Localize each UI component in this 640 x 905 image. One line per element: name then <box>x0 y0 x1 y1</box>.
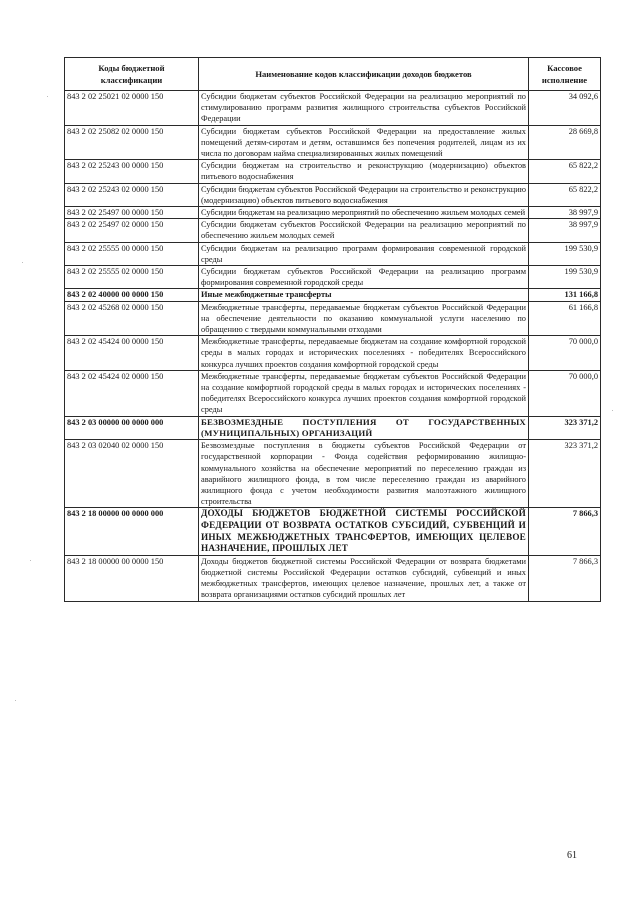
row-name: Межбюджетные трансферты, передаваемые бюджетам субъектов Российской Федерации на обеспечение деятельности по оказанию коммунальной услуги населению по обращению с твердыми коммунальными отходами <box>199 301 529 336</box>
row-name: Субсидии бюджетам на реализацию мероприятий по обеспечению жильем молодых семей <box>199 207 529 219</box>
table-row <box>65 508 601 555</box>
table-row <box>65 336 601 371</box>
row-name: Субсидии бюджетам на реализацию программ формирования современной городской среды <box>199 242 529 265</box>
row-amount: 38 997,9 <box>529 207 601 219</box>
header-amount: Кассовое исполнение <box>529 58 601 91</box>
row-name: Субсидии бюджетам субъектов Российской Федерации на реализацию мероприятий по обеспечению жильем молодых семей <box>199 219 529 242</box>
row-code: 843 2 02 40000 00 0000 150 <box>65 289 199 301</box>
scan-speck <box>15 700 16 701</box>
row-amount: 199 530,9 <box>529 266 601 289</box>
row-name: Доходы бюджетов бюджетной системы Российской Федерации от возврата бюджетами бюджетной системы Российской Федерации остатков субсидий, субвенций и иных межбюджетных трансфертов, имеющих целевое назначение, прошлых лет, а также от возврата организациями остатков субсидий прошлых лет <box>199 555 529 601</box>
row-code: 843 2 02 25497 02 0000 150 <box>65 219 199 242</box>
row-code: 843 2 02 25555 02 0000 150 <box>65 266 199 289</box>
table-row <box>65 125 601 160</box>
row-name: ДОХОДЫ БЮДЖЕТОВ БЮДЖЕТНОЙ СИСТЕМЫ РОССИЙСКОЙ ФЕДЕРАЦИИ ОТ ВОЗВРАТА ОСТАТКОВ СУБСИДИЙ, СУБВЕНЦИЙ И ИНЫХ МЕЖБЮДЖЕТНЫХ ТРАНСФЕРТОВ, ИМЕЮЩИХ ЦЕЛЕВОЕ НАЗНАЧЕНИЕ, ПРОШЛЫХ ЛЕТ <box>199 508 529 555</box>
row-amount: 131 166,8 <box>529 289 601 301</box>
row-amount: 70 000,0 <box>529 336 601 371</box>
row-amount: 61 166,8 <box>529 301 601 336</box>
table-row <box>65 242 601 265</box>
row-name: Безвозмездные поступления в бюджеты субъектов Российской Федерации от государственной корпорации - Фонда содействия реформированию жилищно-коммунального хозяйства на обеспечение мероприятий по переселению граждан из аварийного жилищного фонда, в том числе переселению граждан из аварийного жилищного фонда с учетом необходимости развития малоэтажного жилищного строительства <box>199 440 529 508</box>
scan-speck <box>47 96 48 97</box>
table-row <box>65 289 601 301</box>
row-amount: 65 822,2 <box>529 183 601 206</box>
row-name: Субсидии бюджетам субъектов Российской Федерации на строительство и реконструкцию (модернизацию) объектов питьевого водоснабжения <box>199 183 529 206</box>
table-row <box>65 416 601 439</box>
row-code: 843 2 02 45424 02 0000 150 <box>65 370 199 416</box>
scan-speck <box>612 410 613 411</box>
row-name: БЕЗВОЗМЕЗДНЫЕ ПОСТУПЛЕНИЯ ОТ ГОСУДАРСТВЕННЫХ (МУНИЦИПАЛЬНЫХ) ОРГАНИЗАЦИЙ <box>199 416 529 439</box>
row-amount: 28 669,8 <box>529 125 601 160</box>
page-number: 61 <box>567 850 577 861</box>
row-amount: 199 530,9 <box>529 242 601 265</box>
row-name: Иные межбюджетные трансферты <box>199 289 529 301</box>
row-code: 843 2 02 45268 02 0000 150 <box>65 301 199 336</box>
row-name: Межбюджетные трансферты, передаваемые бюджетам субъектов Российской Федерации на создание комфортной городской среды в малых городах и исторических поселениях - победителях Всероссийского конкурса лучших проектов создания комфортной городской среды <box>199 370 529 416</box>
table-row <box>65 555 601 601</box>
row-amount: 70 000,0 <box>529 370 601 416</box>
row-code: 843 2 02 25082 02 0000 150 <box>65 125 199 160</box>
header-code: Коды бюджетной классификации <box>65 58 199 91</box>
row-amount: 323 371,2 <box>529 440 601 508</box>
row-code: 843 2 03 02040 02 0000 150 <box>65 440 199 508</box>
row-code: 843 2 02 25555 00 0000 150 <box>65 242 199 265</box>
table-row <box>65 440 601 508</box>
table-row <box>65 301 601 336</box>
row-code: 843 2 02 25243 02 0000 150 <box>65 183 199 206</box>
table-row <box>65 160 601 183</box>
row-name: Субсидии бюджетам субъектов Российской Федерации на реализацию мероприятий по стимулированию программ развития жилищного строительства субъектов Российской Федерации <box>199 91 529 126</box>
row-amount: 38 997,9 <box>529 219 601 242</box>
revenue-table <box>64 57 601 602</box>
table-row <box>65 183 601 206</box>
table-row <box>65 266 601 289</box>
row-amount: 65 822,2 <box>529 160 601 183</box>
row-code: 843 2 02 45424 00 0000 150 <box>65 336 199 371</box>
table-row <box>65 219 601 242</box>
row-code: 843 2 02 25497 00 0000 150 <box>65 207 199 219</box>
scan-speck <box>30 560 31 561</box>
row-name: Межбюджетные трансферты, передаваемые бюджетам на создание комфортной городской среды в малых городах и исторических поселениях - победителях Всероссийского конкурса лучших проектов создания комфортной городской среды <box>199 336 529 371</box>
row-code: 843 2 18 00000 00 0000 000 <box>65 508 199 555</box>
row-code: 843 2 18 00000 00 0000 150 <box>65 555 199 601</box>
row-name: Субсидии бюджетам субъектов Российской Федерации на предоставление жилых помещений детям-сиротам и детям, оставшимся без попечения родителей, лицам из их числа по договорам найма специализированных жилых помещений <box>199 125 529 160</box>
row-code: 843 2 02 25021 02 0000 150 <box>65 91 199 126</box>
table-row <box>65 91 601 126</box>
table-row <box>65 207 601 219</box>
row-name: Субсидии бюджетам на строительство и реконструкцию (модернизацию) объектов питьевого водоснабжения <box>199 160 529 183</box>
row-code: 843 2 02 25243 00 0000 150 <box>65 160 199 183</box>
row-amount: 7 866,3 <box>529 555 601 601</box>
row-amount: 7 866,3 <box>529 508 601 555</box>
scan-speck <box>22 262 23 263</box>
row-amount: 34 092,6 <box>529 91 601 126</box>
row-code: 843 2 03 00000 00 0000 000 <box>65 416 199 439</box>
table-body <box>65 91 601 602</box>
row-name: Субсидии бюджетам субъектов Российской Федерации на реализацию программ формирования современной городской среды <box>199 266 529 289</box>
table-row <box>65 370 601 416</box>
header-name: Наименование кодов классификации доходов бюджетов <box>199 58 529 91</box>
row-amount: 323 371,2 <box>529 416 601 439</box>
table-header-row <box>65 58 601 91</box>
